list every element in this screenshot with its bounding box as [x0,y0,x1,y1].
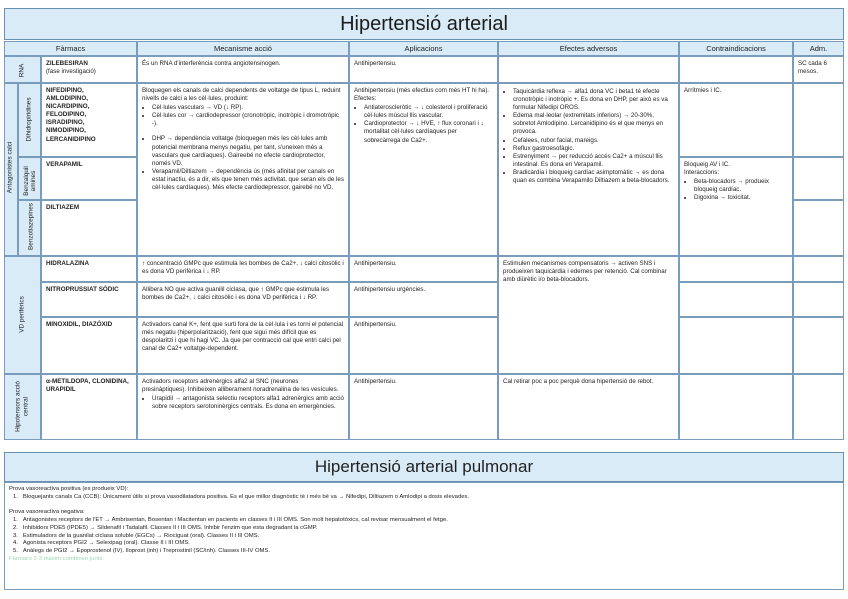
pos-item: 1. Bloquejants canals Ca (CCB): Únicament útils si prova vasodilatadora positiva. Es el que millor diagnòstic té i més bé va → Nifedipi, Diltiazem o Amlodipi a dosis elevades. [13,493,470,500]
app-minoxidil: Antihipertensiu. [349,317,498,374]
adv-item: • Estrenyiment → per reducció accés Ca2+ a múscul llis intestinal. Es dona en Verapamil. [513,153,674,169]
neg-item: 5. Anàlegs de PGI2 → Epoprostenol (IV). Iloprost (inh) i Treprostinil (SC/inh). Classes III-IV OMS. [13,547,270,554]
pos-heading: Prova vasoreactiva positiva (es produeix VD): [9,486,129,492]
app-hidralazina: Antihipertensiu. [349,256,498,282]
mech-item: • DHP → dependència voltatge (bloquegen més les cèl·lules amb potencial membrana menys negatiu, per tant, s'uneixen més a vasculars que cardíaques). Gaireebé no efecte cardioprotector, només VD. [152,135,344,167]
header-contraindicacions: Contraindicacions [679,41,793,56]
mech-antagonistes-calci: Bloquegen els canals de calci dependents de voltatge de tipus L, reduint nivells de calci a les cèl·lules, produint: • Cèl·lules vasculars → VD (↓ RP). • Cèl·lules cor → cardiodepressor (cronotròpic, inotròpic i dromotròpic -). • DHP → dependència voltatge (bloquegen més les cèl·lules amb potencial membrana menys negatiu, per tant, s'uneixen més a vasculars que cardíaques). Gaireebé no efecte cardioprotector, només VD. • Verapamil/Diltiazem → dependència ús (més afinitat per canals en estat inactiu, és a dir, els que tenen més activitat, que seran els de les cèl·lules cardíaques). Més efecte cardiodepressor, gairebé no VD. [137,83,349,256]
mech-item: • Cèl·lules cor → cardiodepressor (cronotròpic, inotròpic i dromotròpic -). [152,112,344,128]
pulmonar-body [4,482,844,590]
neg-heading: Prova vasoreactiva negativa: [9,509,85,516]
adv-antagonistes-calci [498,83,679,256]
neg-item: 3. Estimuladors de la guanilat ciclasa soluble (EGCs) → Riociguat (oral). Classes II i III OMS. [13,532,260,539]
adm-nitroprussiat [793,282,844,317]
adv-metildopa: Cal retirar poc a poc perquè dona hipertensió de rebot. [498,374,679,440]
neg-item: 1. Antagonistes receptors de l'ET → Ambrisentan, Bosentan i Macitentan en pacients en classes II i III OMS. Son molt hepatotòxics, cal revisar mensualment el fetge. [13,517,448,524]
drug-hidralazina: HIDRALAZINA [41,256,137,282]
group-hipotensors-central: Hipotensors acció central [4,374,41,440]
neg-item: 2. Inhibidors PDE5 (IPDE5) → Sildenafil i Tadalafil. Classes II i III OMS. Inhibir l'enzim que esta degradant la cGMP. [13,524,318,531]
header-aplicacions: Aplicacions [349,41,498,56]
drug-dihidropiridines: NIFEDIPINO, AMLODIPINO, NICARDIPINO, FELODIPINO, ISRADIPINO, NIMODIPINO, LERCANIDIPINO [41,83,137,157]
group-benzotiazepines: Benzotiazepines [18,200,41,256]
group-vd-periferics: VD perifèrics [4,256,41,374]
contra-verapamil-diltiazem: Bloqueig AV i IC. Interaccions: • Beta-blocadors → produeix bloqueig cardíac. • Digoxina → toxicitat. [679,157,793,256]
pulmonar-title: Hipertensió arterial pulmonar [4,452,844,482]
contra-zilebesiran [679,56,793,83]
drug-zilebesiran: ZILEBESIRAN (fase investigació) [41,56,137,83]
app-metildopa: Antihipertensiu. [349,374,498,440]
group-antagonistes-calci: Antagonistes calci [4,83,18,256]
adv-item: • Bradicàrdia i bloqueig cardíac asimptomàtic → es dona quan es combina Verapamilo Diltiazem a beta-blocadors. [513,169,674,185]
contra-hidralazina [679,256,793,282]
mech-zilebesiran: És un RNA d'interferència contra angiotensinogen. [137,56,349,83]
contra-item: • Beta-blocadors → produeix bloqueig cardíac. [694,178,788,194]
header-adm: Adm. [793,41,844,56]
mech-item: • Urapidil → antagonista selectiu receptors alfa1 adrenèrgics amb acció sobre receptors serotoninèrgics centrals. Es dona en emergències. [152,395,344,411]
contra-dihidropiridines: Arrítmies i IC. [679,83,793,157]
drug-diltiazem: DILTIAZEM [41,200,137,256]
adv-item: • Cefalees, rubor facial, mareigs. [513,137,674,145]
mech-item: • Cèl·lules vasculars → VD (↓ RP). [152,104,344,112]
header-efectes: Efectes adversos [498,41,679,56]
neg-item: 4. Agonista receptors PGI2 → Selexipag (oral). Classe II i III OMS. [13,540,190,547]
app-zilebesiran: Antihipertensiu. [349,56,498,83]
mech-nitroprussiat: Allibera NO que activa guanilil ciclasa, que ↑ GMPc que estimula les bombes de Ca2+, ↓ calci citosòlic i es dona VD perifèrica i ↓ RP. [137,282,349,317]
contra-metildopa [679,374,793,440]
page-title: Hipertensió arterial [4,8,844,40]
app-item: • Antiateroscleròtic → ↓ colesterol i proliferació cèl·lules múscul llis vascular. [364,104,493,120]
adm-hidralazina [793,256,844,282]
drug-minoxidil: MINOXIDIL, DIAZÒXID [41,317,137,374]
adv-item: • Edema mal·leolar (extremitats inferiors) → 20-30%, sobretot Amlodipino. Lercanidipino és el que menys en provoca. [513,112,674,136]
contra-minoxidil [679,317,793,374]
adm-diltiazem [793,200,844,256]
adm-verapamil [793,157,844,200]
adv-item: • Taquicàrdia reflexa → alfa1 dona VC i beta1 té efecte cronotròpic i inotròpic +. Es dona en DHP, per això es va formular Nifedipi OROS. [513,88,674,112]
drug-verapamil: VERAPAMIL [41,157,137,200]
adm-metildopa [793,374,844,440]
group-dihidropiridines: Dihidropiridines [18,83,41,157]
adm-minoxidil [793,317,844,374]
contra-nitroprussiat [679,282,793,317]
drug-nitroprussiat: NITROPRUSSIAT SÒDIC [41,282,137,317]
group-rna: RNA [4,56,41,83]
header-farmacs: Fàrmacs [4,41,137,56]
adm-dihidropiridines [793,83,844,157]
mech-item: • Verapamil/Diltiazem → dependència ús (més afinitat per canals en estat inactiu, és a dir, els que tenen més activitat, que seran els de les cèl·lules cardíaques). Més efecte cardiodepressor, gairebé no VD. [152,168,344,192]
adv-zilebesiran [498,56,679,83]
adv-vd-periferics: Estimulen mecanismes compensatoris → activen SNS i produeixen taquicàrdia i edemes per retenció. Cal combinar amb diürètic i/o beta-blocadors. [498,256,679,374]
mech-minoxidil: Activadors canal K+, fent que surti fora de la cèl·lula i es torni el potencial més negatiu (hiperpolarització), fent que sigui més difícil que es despolaritzi i que hi hagi VC. Ja que per contracció cal que entri calci pel canal de Ca2+ voltatge-dependent. [137,317,349,374]
adm-zilebesiran: SC cada 6 mesos. [793,56,844,83]
app-antagonistes-calci: Antihipertensiu (més efectius com més HT hi ha). Efectes: • Antiateroscleròtic → ↓ colesterol i proliferació cèl·lules múscul llis vascular. • Cardioprotector → ↓ HVE, ↑ flux coronari i ↓ mortalitat cèl·lules cardíaques per sobrecàrrega de Ca2+. [349,83,498,256]
app-nitroprussiat: Antihipertensiu urgències. [349,282,498,317]
drug-metildopa: α-METILDOPA, CLONIDINA, URAPIDIL [41,374,137,440]
adv-item: • Reflux gastroesofàgic. [513,145,674,153]
mech-metildopa: Activadors receptors adrenèrgics alfa2 al SNC (neurones presinàptiques). Inhibeixen alliberament noradrenalina de les vesícules. • Urapidil → antagonista selectiu receptors alfa1 adrenèrgics amb acció sobre receptors serotoninèrgics centrals. Es dona en emergències. [137,374,349,440]
header-mecanisme: Mecanisme acció [137,41,349,56]
contra-item: • Digoxina → toxicitat. [694,194,788,202]
mech-hidralazina: ↑ concentració GMPc que estimula les bombes de Ca2+, ↓ calci citosòlic i es dona VD perifèrica i ↓ RP. [137,256,349,282]
app-item: • Cardioprotector → ↓ HVE, ↑ flux coronari i ↓ mortalitat cèl·lules cardíaques per sobrecàrrega de Ca2+. [364,120,493,144]
group-benzalquilamines: Benzalquil amines [18,157,41,200]
combination-note: Fàrmacs 2-3 màxim combinen junts [9,555,103,562]
